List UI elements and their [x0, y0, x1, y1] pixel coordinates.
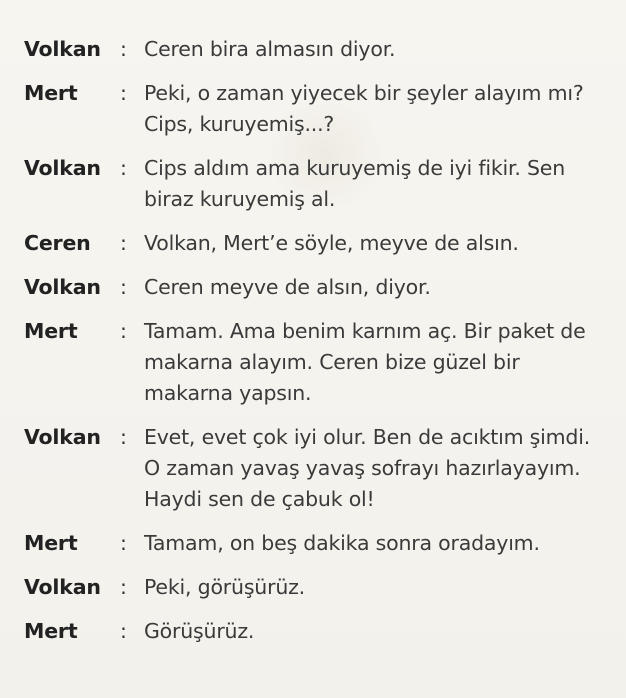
dialogue-text: Evet, evet çok iyi olur. Ben de acıktım şimdi. O zaman yavaş yavaş sofrayı hazırlayayım. Haydi sen de çabuk ol!: [144, 425, 591, 511]
dialogue-line: [24, 572, 604, 603]
separator: :: [120, 531, 127, 555]
separator: :: [120, 231, 127, 255]
dialogue-line: [24, 153, 604, 215]
separator: :: [120, 81, 127, 105]
separator: :: [120, 575, 127, 599]
speaker-name: Volkan: [24, 275, 101, 299]
dialogue-text: Cips aldım ama kuruyemiş de iyi fikir. Sen biraz kuruyemiş al.: [144, 156, 565, 211]
separator: :: [120, 319, 127, 343]
speaker-name: Volkan: [24, 575, 101, 599]
dialogue-text: Ceren bira almasın diyor.: [144, 37, 396, 61]
speaker-name: Volkan: [24, 156, 101, 180]
separator: :: [120, 275, 127, 299]
speaker-name: Volkan: [24, 425, 101, 449]
dialogue-line: [24, 316, 604, 409]
speaker-name: Ceren: [24, 231, 91, 255]
speaker-name: Mert: [24, 319, 78, 343]
dialogue-text: Tamam. Ama benim karnım aç. Bir paket de makarna alayım. Ceren bize güzel bir makarna yapsın.: [144, 319, 586, 405]
dialogue-text: Görüşürüz.: [144, 619, 255, 643]
dialogue-text: Peki, görüşürüz.: [144, 575, 305, 599]
dialogue-line: [24, 616, 604, 647]
separator: :: [120, 619, 127, 643]
dialogue-line: [24, 528, 604, 559]
speaker-name: Volkan: [24, 37, 101, 61]
separator: :: [120, 37, 127, 61]
dialogue-line: [24, 422, 604, 515]
separator: :: [120, 425, 127, 449]
dialogue-line: [24, 272, 604, 303]
speaker-name: Mert: [24, 531, 78, 555]
dialogue-line: [24, 78, 604, 140]
dialogue-text: Peki, o zaman yiyecek bir şeyler alayım mı? Cips, kuruyemiş...?: [144, 81, 584, 136]
dialogue-text: Tamam, on beş dakika sonra oradayım.: [144, 531, 540, 555]
speaker-name: Mert: [24, 619, 78, 643]
dialogue: [24, 34, 604, 647]
dialogue-text: Volkan, Mert’e söyle, meyve de alsın.: [144, 231, 519, 255]
dialogue-line: [24, 228, 604, 259]
separator: :: [120, 156, 127, 180]
speaker-name: Mert: [24, 81, 78, 105]
dialogue-line: [24, 34, 604, 65]
dialogue-text: Ceren meyve de alsın, diyor.: [144, 275, 431, 299]
